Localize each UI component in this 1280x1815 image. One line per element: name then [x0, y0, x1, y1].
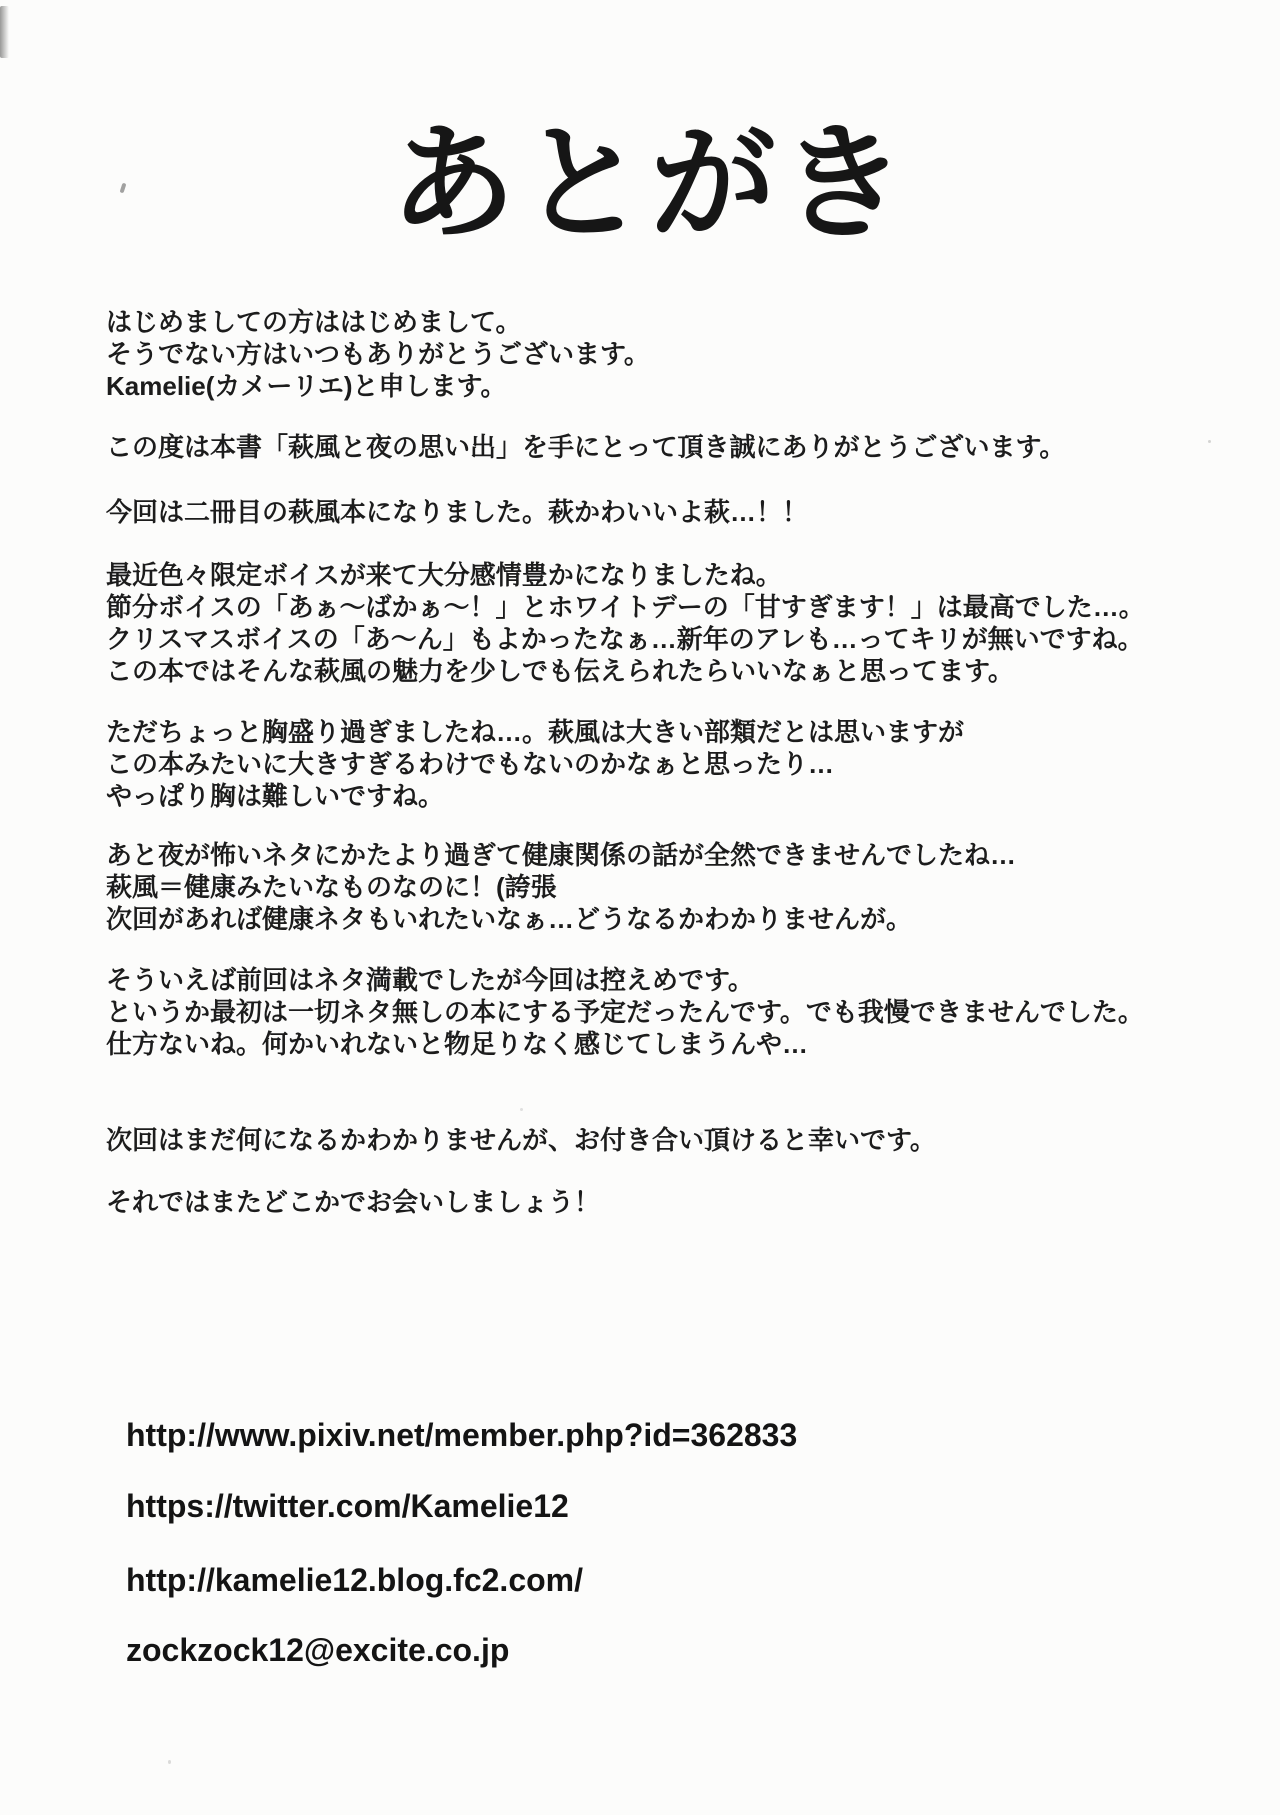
text-line: そうでない方はいつもありがとうございます。	[106, 339, 650, 369]
blog-url: http://kamelie12.blog.fc2.com/	[126, 1562, 583, 1598]
scan-speck	[700, 1132, 703, 1135]
paragraph-farewell	[106, 1186, 1240, 1218]
text-line: 次回はまだ何になるかわかりませんが、お付き合い頂けると幸いです。	[106, 1125, 936, 1155]
twitter-url: https://twitter.com/Kamelie12	[126, 1488, 569, 1524]
scan-speck	[1208, 440, 1211, 443]
text-line: 節分ボイスの「あぁ〜ばかぁ〜！」とホワイトデーの「甘すぎます！」は最高でした…。	[106, 592, 1145, 622]
text-line: やっぱり胸は難しいですね。	[106, 781, 445, 811]
text-line: Kamelie(カメーリエ)と申します。	[106, 371, 507, 401]
text-line: クリスマスボイスの「あ〜ん」もよかったなぁ…新年のアレも…ってキリが無いですね。	[106, 624, 1144, 654]
text-line: 次回があれば健康ネタもいれたいなぁ…どうなるかわかりませんが。	[106, 904, 913, 934]
text-line: 最近色々限定ボイスが来て大分感情豊かになりましたね。	[106, 560, 782, 590]
paragraph-neta	[106, 964, 1240, 1060]
scan-speck	[520, 1108, 523, 1111]
paragraph-health	[106, 839, 1240, 935]
text-line: 仕方ないね。何かいれないと物足りなく感じてしまうんや…	[106, 1029, 809, 1059]
paragraph-second-book	[106, 496, 1240, 528]
paragraph-thanks	[106, 431, 1240, 463]
text-line: はじめましての方ははじめまして。	[106, 307, 522, 337]
text-line: あと夜が怖いネタにかたより過ぎて健康関係の話が全然できませんでしたね…	[106, 840, 1017, 870]
text-line: それではまたどこかでお会いしましょう！	[106, 1187, 601, 1217]
text-line: 萩風＝健康みたいなものなのに！(誇張	[106, 872, 557, 902]
scan-speck	[168, 1760, 171, 1764]
pixiv-url: http://www.pixiv.net/member.php?id=362833	[126, 1417, 798, 1453]
page-title: あとがき	[390, 113, 910, 254]
paragraph-greeting	[106, 306, 1240, 402]
text-line: そういえば前回はネタ満載でしたが今回は控えめです。	[106, 965, 754, 995]
text-line: この度は本書「萩風と夜の思い出」を手にとって頂き誠にありがとうございます。	[106, 432, 1066, 462]
paragraph-voices	[106, 559, 1240, 687]
text-line: この本みたいに大きすぎるわけでもないのかなぁと思ったり…	[106, 749, 835, 779]
text-line: 今回は二冊目の萩風本になりました。萩かわいいよ萩…！！	[106, 497, 809, 527]
text-line: というか最初は一切ネタ無しの本にする予定だったんです。でも我慢できませんでした。	[106, 997, 1144, 1027]
paragraph-chest	[106, 716, 1240, 812]
paragraph-next-time	[106, 1124, 1240, 1156]
email-address: zockzock12@excite.co.jp	[126, 1632, 510, 1668]
text-line: ただちょっと胸盛り過ぎましたね…。萩風は大きい部類だとは思いますが	[106, 717, 965, 747]
text-line: この本ではそんな萩風の魅力を少しでも伝えられたらいいなぁと思ってます。	[106, 656, 1014, 686]
scan-edge-artifact	[0, 6, 9, 58]
